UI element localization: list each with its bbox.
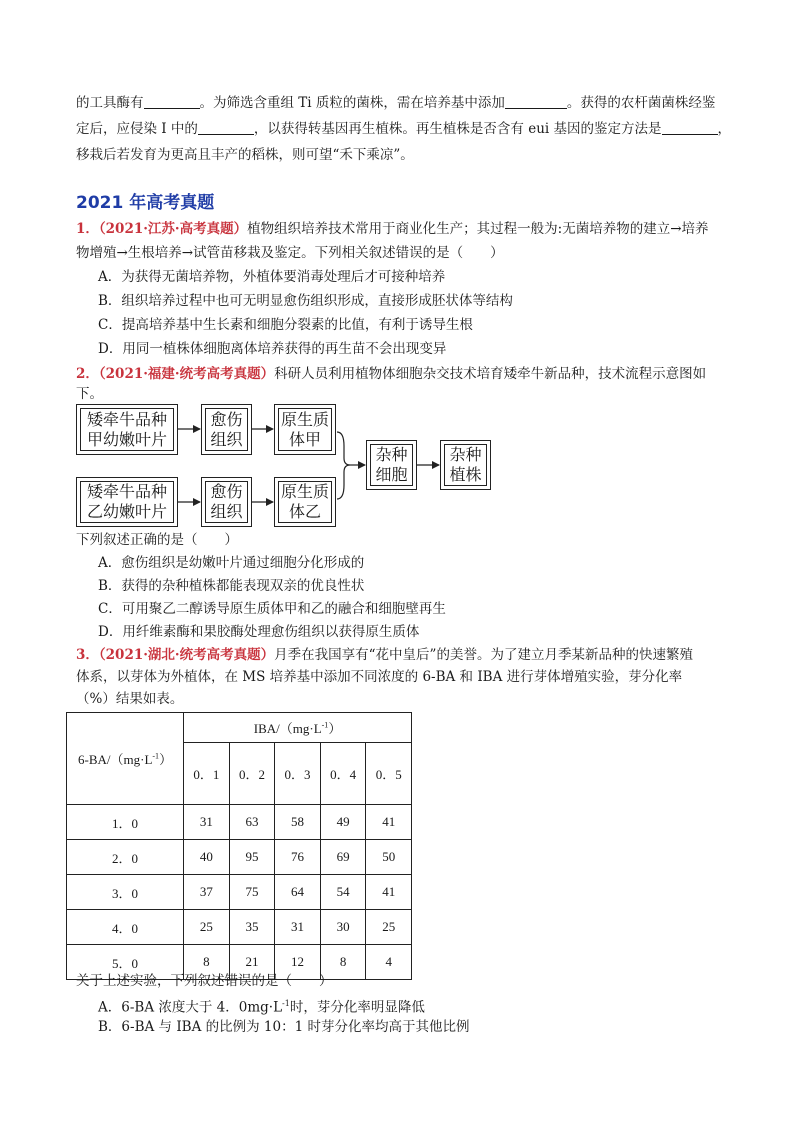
q3-line-2: 体系，以芽体为外植体，在 MS 培养基中添加不同浓度的 6-BA 和 IBA 进行芽体增殖实验，芽分化率: [76, 669, 683, 685]
q3-source: （2021·湖北·统考高考真题）: [98, 647, 275, 663]
text: 。获得的农杆菌菌株经鉴: [566, 95, 716, 111]
text: 定后，应侵染 I 中的: [76, 121, 198, 137]
table-cell: 21: [229, 945, 275, 980]
text: 植物组织培养技术常用于商业化生产；其过程一般为:无菌培养物的建立→培养: [247, 221, 709, 237]
flow-label: 矮牵牛品种甲幼嫩叶片: [80, 408, 174, 451]
q1-line-2: 物增殖→生根培养→试管苗移栽及鉴定。下列相关叙述错误的是（ ）: [76, 245, 504, 261]
table-row: [67, 910, 412, 945]
q1-option-b: B．组织培养过程中也可无明显愈伤组织形成，直接形成胚状体等结构: [98, 293, 513, 309]
q2-option-b: B．获得的杂种植株都能表现双亲的优良性状: [98, 578, 365, 594]
table-body: [67, 805, 412, 980]
table-cell: 12: [275, 945, 321, 980]
q2-line-2: 下。: [76, 386, 103, 402]
row-label: 3．0: [67, 875, 184, 910]
table-cell: 25: [184, 910, 230, 945]
q3-line-3: （%）结果如表。: [76, 691, 184, 707]
table-cell: 69: [320, 840, 366, 875]
table-cell: 41: [366, 805, 412, 840]
superscript: -1: [282, 999, 290, 1008]
q3-option-b: B．6-BA 与 IBA 的比例为 10：1 时芽分化率均高于其他比例: [98, 1019, 470, 1035]
table-cell: 30: [320, 910, 366, 945]
table-cell: 76: [275, 840, 321, 875]
q2-stem: 下列叙述正确的是（ ）: [76, 532, 238, 548]
table-cell: 95: [229, 840, 275, 875]
q1-number: 1．: [76, 221, 99, 237]
column-header-5: 0．5: [366, 743, 412, 805]
text: 。为筛选含重组 Ti 质粒的菌株，需在培养基中添加: [199, 95, 505, 111]
table-cell: 35: [229, 910, 275, 945]
text: ）: [159, 752, 173, 767]
text: 月季在我国享有“花中皇后”的美誉。为了建立月季某新品种的快速繁殖: [274, 647, 693, 663]
column-header-2: 0．2: [229, 743, 275, 805]
text: 时，芽分化率明显降低: [289, 999, 425, 1016]
q1-option-c: C．提高培养基中生长素和细胞分裂素的比值，有利于诱导生根: [98, 317, 473, 333]
q1-source: （2021·江苏·高考真题）: [98, 221, 248, 237]
table-row: [67, 840, 412, 875]
column-header-1: 0．1: [184, 743, 230, 805]
q2-source: （2021·福建·统考高考真题）: [98, 366, 275, 382]
table-cell: 63: [229, 805, 275, 840]
table-cell: 58: [275, 805, 321, 840]
intro-line-3: 移栽后若发育为更高且丰产的稻株，则可望“禾下乘凉”。: [76, 147, 414, 163]
table-cell: 40: [184, 840, 230, 875]
q1-option-d: D．用同一植株体细胞离体培养获得的再生苗不会出现变异: [98, 341, 447, 357]
row-label: 5．0: [67, 945, 184, 980]
table-header-row: [67, 713, 412, 743]
flow-arrows: [0, 0, 800, 560]
text: 6-BA/（mg·L: [78, 752, 153, 767]
table-cell: 8: [184, 945, 230, 980]
table-cell: 50: [366, 840, 412, 875]
table-cell: 25: [366, 910, 412, 945]
table-cell: 41: [366, 875, 412, 910]
row-header-cell: [67, 713, 184, 805]
flow-label: 原生质体乙: [278, 481, 332, 523]
column-header-cell: [184, 713, 412, 743]
table-cell: 49: [320, 805, 366, 840]
table-row: [67, 875, 412, 910]
column-header-4: 0．4: [320, 743, 366, 805]
table-cell: 64: [275, 875, 321, 910]
q3-stem: 关于上述实验，下列叙述错误的是（ ）: [76, 973, 333, 989]
text: 的工具酶有: [76, 95, 144, 111]
text: IBA/（mg·L: [253, 721, 322, 736]
table-cell: 37: [184, 875, 230, 910]
q2-number: 2．: [76, 366, 99, 382]
table-cell: 8: [320, 945, 366, 980]
flow-label: 杂种植株: [444, 444, 487, 486]
text: ）: [328, 721, 342, 736]
section-title: 2021 年高考真题: [76, 193, 215, 213]
q1-option-a: A．为获得无菌培养物，外植体要消毒处理后才可接种培养: [98, 269, 446, 285]
flow-label: 杂种细胞: [370, 444, 413, 486]
row-label: 4．0: [67, 910, 184, 945]
flow-label: 矮牵牛品种乙幼嫩叶片: [80, 481, 174, 523]
q3-line-1: [76, 645, 693, 665]
q3-number: 3．: [76, 647, 99, 663]
flow-label: 愈伤组织: [205, 408, 248, 451]
superscript: -1: [321, 720, 329, 730]
flow-label: 愈伤组织: [205, 481, 248, 523]
column-header-3: 0．3: [275, 743, 321, 805]
table-cell: 75: [229, 875, 275, 910]
text: ，: [717, 121, 732, 137]
flow-brace: [337, 432, 350, 499]
superscript: -1: [152, 751, 160, 761]
q2-option-c: C．可用聚乙二醇诱导原生质体甲和乙的融合和细胞壁再生: [98, 601, 446, 617]
table-cell: 54: [320, 875, 366, 910]
q2-option-d: D．用纤维素酶和果胶酶处理愈伤组织以获得原生质体: [98, 624, 420, 640]
text: 科研人员利用植物体细胞杂交技术培育矮牵牛新品种，技术流程示意图如: [274, 366, 707, 382]
flow-label: 原生质体甲: [278, 408, 332, 451]
q3-option-a: [98, 994, 425, 1018]
table-cell: 31: [275, 910, 321, 945]
text: A．6-BA 浓度大于 4．0mg·L: [98, 999, 283, 1016]
table-cell: 4: [366, 945, 412, 980]
q2-option-a: A．愈伤组织是幼嫩叶片通过细胞分化形成的: [98, 555, 365, 571]
data-table: [66, 712, 412, 980]
table-row: [67, 805, 412, 840]
text: ，以获得转基因再生植株。再生植株是否含有 eui 基因的鉴定方法是: [253, 121, 662, 137]
table-cell: 31: [184, 805, 230, 840]
row-label: 1．0: [67, 805, 184, 840]
row-label: 2．0: [67, 840, 184, 875]
